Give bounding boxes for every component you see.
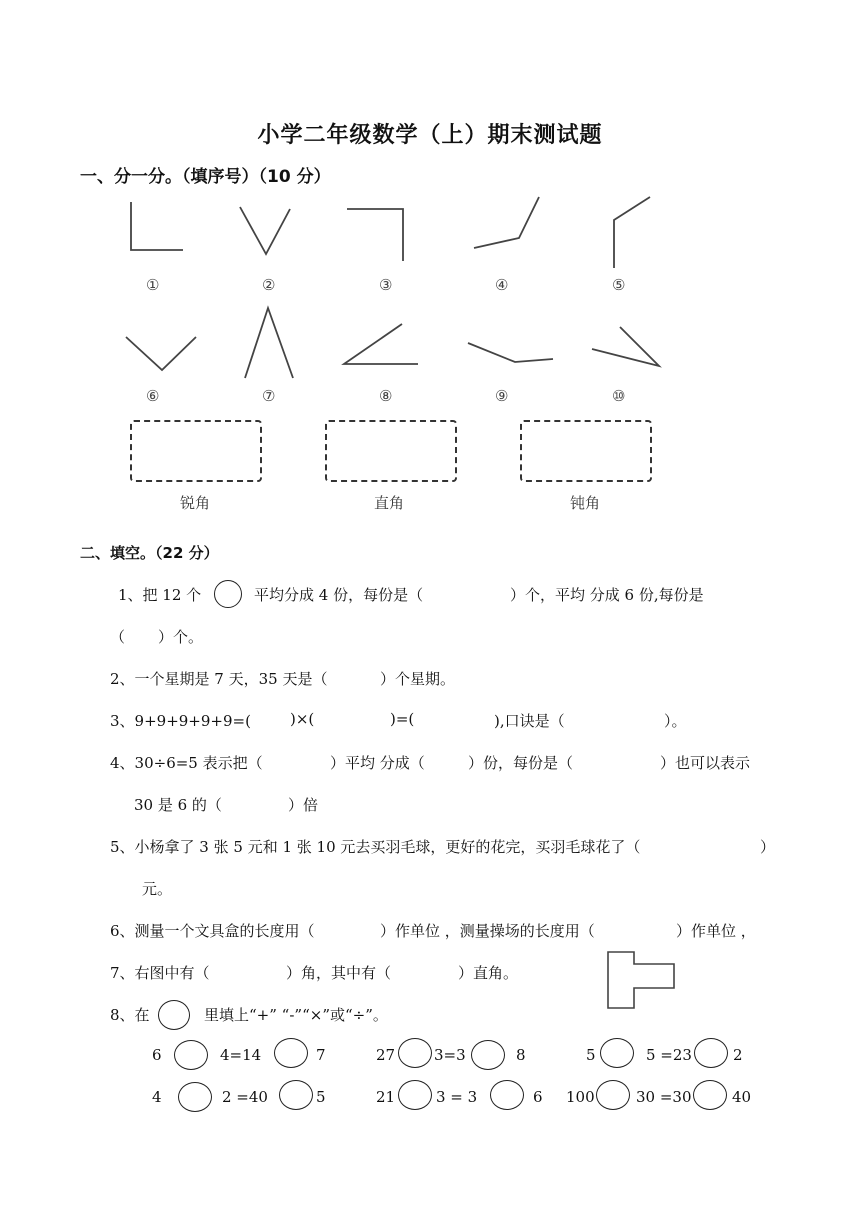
- ex-r2c3-op-blank-2[interactable]: [693, 1080, 727, 1110]
- q8-text-b: 里填上“+” “-”“×”或“÷”。: [204, 1006, 388, 1024]
- figure-label-9: ⑨: [495, 387, 509, 405]
- q7-text-a: 7、右图中有（: [110, 964, 210, 982]
- q4-text-b: ）平均 分成（: [330, 754, 425, 772]
- ex-r1c1-b: 4=14: [220, 1046, 262, 1064]
- q2-text-b: ）个星期。: [380, 670, 456, 688]
- ex-r2c1-b: 2 =40: [222, 1088, 268, 1106]
- figure-label-6: ⑥: [146, 387, 160, 405]
- q6-text-b: ）作单位 ，测量操场的长度用（: [380, 922, 595, 940]
- ex-r2c2-a: 21: [376, 1088, 396, 1106]
- angle-figure-5: [614, 197, 650, 268]
- ex-r1c2-b: 3=3: [434, 1046, 466, 1064]
- q3-text-e: ）。: [664, 712, 687, 730]
- ex-r2c2-b: 3 = 3: [436, 1088, 478, 1106]
- category-acute: 锐角: [180, 494, 211, 512]
- ex-r1c1-c: 7: [316, 1046, 326, 1064]
- category-right: 直角: [374, 494, 405, 512]
- ex-r1c2-op-blank-1[interactable]: [398, 1038, 432, 1068]
- figure-label-4: ④: [495, 276, 509, 294]
- q1-text-c: ）个，平均 分成 6 份,每份是: [510, 586, 704, 604]
- q6-text-c: ）作单位 ，: [676, 922, 756, 940]
- q5-text-c: 元。: [142, 880, 173, 898]
- ex-r1c3-op-blank-1[interactable]: [600, 1038, 634, 1068]
- ex-r2c1-c: 5: [316, 1088, 326, 1106]
- angle-figure-2: [240, 207, 290, 254]
- q4-text-c: ）份，每份是（: [468, 754, 574, 772]
- q1-text-a: 1、把 12 个: [118, 586, 202, 604]
- figure-label-5: ⑤: [612, 276, 626, 294]
- ex-r2c2-op-blank-1[interactable]: [398, 1080, 432, 1110]
- ex-r2c3-b: 30 =30: [636, 1088, 692, 1106]
- q2-text-a: 2、一个星期是 7 天，35 天是（: [110, 670, 328, 688]
- q1-circle-shape: [214, 580, 242, 608]
- ex-r1c1-a: 6: [152, 1046, 162, 1064]
- angle-figure-3: [347, 209, 403, 261]
- q1-text-d: （: [110, 628, 126, 646]
- q4-text-d: ）也可以表示: [660, 754, 751, 772]
- acute-angle-answer-box[interactable]: [130, 420, 262, 482]
- q1-text-e: ）个。: [158, 628, 204, 646]
- ex-r1c1-op-blank-1[interactable]: [174, 1040, 208, 1070]
- section1-heading: 一、分一分。（填序号）（10 分）: [80, 167, 331, 187]
- angle-figure-9: [468, 343, 553, 362]
- ex-r2c3-a: 100: [566, 1088, 595, 1106]
- figure-label-7: ⑦: [262, 387, 276, 405]
- ex-r1c3-a: 5: [586, 1046, 596, 1064]
- angle-figure-1: [131, 202, 183, 250]
- ex-r1c1-op-blank-2[interactable]: [274, 1038, 308, 1068]
- angle-figure-6: [126, 337, 196, 370]
- ex-r1c2-a: 27: [376, 1046, 396, 1064]
- q3-text-a: 3、9+9+9+9+9=(: [110, 712, 251, 730]
- angle-figure-7: [245, 308, 293, 378]
- q4-text-e: 30 是 6 的（: [134, 796, 222, 814]
- figure-label-10: ⑩: [612, 387, 626, 405]
- right-angle-answer-box[interactable]: [325, 420, 457, 482]
- ex-r2c3-c: 40: [732, 1088, 752, 1106]
- ex-r2c1-op-blank-2[interactable]: [279, 1080, 313, 1110]
- q3-text-c: )=(: [390, 710, 415, 728]
- ex-r1c3-op-blank-2[interactable]: [694, 1038, 728, 1068]
- q8-text-a: 8、在: [110, 1006, 150, 1024]
- ex-r1c3-b: 5 =23: [646, 1046, 692, 1064]
- q5-text-b: ）: [760, 838, 776, 856]
- ex-r2c3-op-blank-1[interactable]: [596, 1080, 630, 1110]
- ex-r1c2-op-blank-2[interactable]: [471, 1040, 505, 1070]
- ex-r2c2-op-blank-2[interactable]: [490, 1080, 524, 1110]
- ex-r2c1-a: 4: [152, 1088, 162, 1106]
- ex-r1c2-c: 8: [516, 1046, 526, 1064]
- q7-text-b: ）角，其中有（: [286, 964, 392, 982]
- ex-r2c2-c: 6: [533, 1088, 543, 1106]
- figure-label-8: ⑧: [379, 387, 393, 405]
- q3-text-d: ),口诀是（: [494, 712, 565, 730]
- q5-text-a: 5、小杨拿了 3 张 5 元和 1 张 10 元去买羽毛球，更好的花完，买羽毛球花了（: [110, 838, 641, 856]
- ex-r1c3-c: 2: [733, 1046, 743, 1064]
- q1-text-b: 平均分成 4 份，每份是（: [254, 586, 424, 604]
- q7-text-c: ）直角。: [458, 964, 519, 982]
- q4-text-f: ）倍: [288, 796, 319, 814]
- q7-shape-figure: [604, 948, 680, 1012]
- ex-r2c1-op-blank-1[interactable]: [178, 1082, 212, 1112]
- angle-figure-8: [344, 324, 418, 364]
- figure-label-2: ②: [262, 276, 276, 294]
- figure-label-3: ③: [379, 276, 393, 294]
- q4-text-a: 4、30÷6=5 表示把（: [110, 754, 263, 772]
- angle-figure-4: [474, 197, 539, 248]
- angle-figure-10: [592, 327, 659, 366]
- figure-label-1: ①: [146, 276, 160, 294]
- q6-text-a: 6、测量一个文具盒的长度用（: [110, 922, 315, 940]
- q3-text-b: )×(: [290, 710, 315, 728]
- section2-heading: 二、填空。（22 分）: [80, 544, 219, 562]
- q8-circle-shape: [158, 1000, 190, 1030]
- page-title: 小学二年级数学（上）期末测试题: [257, 123, 603, 148]
- obtuse-angle-answer-box[interactable]: [520, 420, 652, 482]
- category-obtuse: 钝角: [570, 494, 601, 512]
